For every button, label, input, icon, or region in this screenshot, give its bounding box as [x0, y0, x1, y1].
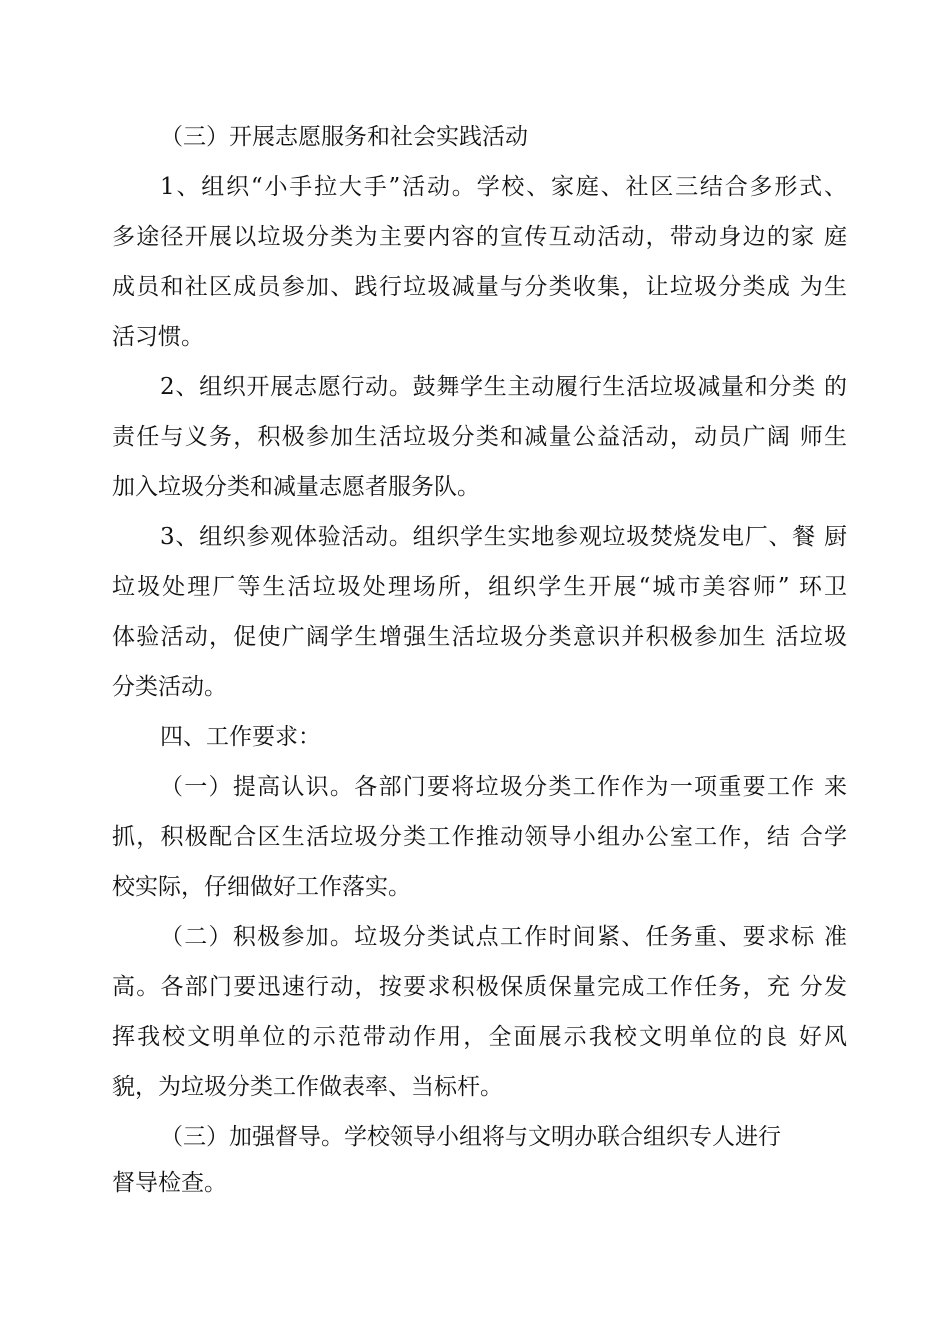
paragraph-line: 督导检查。	[112, 1170, 227, 1196]
paragraph-line: 2、组织开展志愿行动。鼓舞学生主动履行生活垃圾减量和分类 的	[160, 374, 847, 400]
section-heading-volunteer-service: （三）开展志愿服务和社会实践活动	[160, 124, 528, 150]
paragraph-line: 体验活动，促使广阔学生增强生活垃圾分类意识并积极参加生 活垃圾	[112, 624, 847, 650]
paragraph-line: （二）积极参加。垃圾分类试点工作时间紧、任务重、要求标 准	[160, 924, 847, 950]
paragraph-line: 活习惯。	[112, 324, 204, 350]
paragraph-line: （一）提高认识。各部门要将垃圾分类工作作为一项重要工作 来	[160, 774, 847, 800]
paragraph-line: 加入垃圾分类和减量志愿者服务队。	[112, 474, 480, 500]
section-heading-work-requirements: 四、工作要求：	[160, 724, 321, 750]
paragraph-line: 垃圾处理厂等生活垃圾处理场所，组织学生开展“城市美容师” 环卫	[112, 574, 847, 600]
paragraph-line: 成员和社区成员参加、践行垃圾减量与分类收集，让垃圾分类成 为生	[112, 274, 847, 300]
paragraph-line: 抓，积极配合区生活垃圾分类工作推动领导小组办公室工作，结 合学	[112, 824, 847, 850]
paragraph-line: 挥我校文明单位的示范带动作用，全面展示我校文明单位的良 好风	[112, 1024, 847, 1050]
paragraph-line: 貌，为垃圾分类工作做表率、当标杆。	[112, 1074, 503, 1100]
paragraph-line: 分类活动。	[112, 674, 227, 700]
paragraph-line: 高。各部门要迅速行动，按要求积极保质保量完成工作任务，充 分发	[112, 974, 847, 1000]
paragraph-line: 3、组织参观体验活动。组织学生实地参观垃圾焚烧发电厂、餐 厨	[160, 524, 847, 550]
paragraph-line: 多途径开展以垃圾分类为主要内容的宣传互动活动，带动身边的家 庭	[112, 224, 847, 250]
paragraph-line: （三）加强督导。学校领导小组将与文明办联合组织专人进行	[160, 1124, 781, 1150]
paragraph-line: 责任与义务，积极参加生活垃圾分类和减量公益活动，动员广阔 师生	[112, 424, 847, 450]
paragraph-line: 1、组织“小手拉大手”活动。学校、家庭、社区三结合多形式、	[160, 174, 847, 200]
paragraph-line: 校实际，仔细做好工作落实。	[112, 874, 411, 900]
